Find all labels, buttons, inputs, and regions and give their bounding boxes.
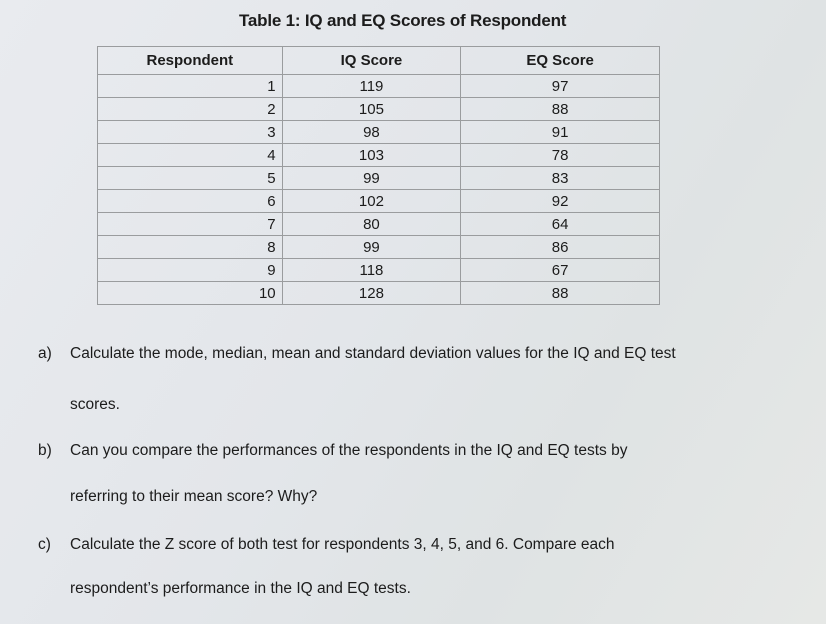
iq-cell: 102 bbox=[282, 190, 461, 213]
iq-cell: 119 bbox=[282, 75, 461, 98]
question-b bbox=[38, 442, 627, 460]
eq-cell: 64 bbox=[461, 213, 660, 236]
respondent-cell: 3 bbox=[98, 121, 283, 144]
table-row bbox=[98, 282, 660, 305]
table-row bbox=[98, 236, 660, 259]
eq-cell: 88 bbox=[461, 98, 660, 121]
header-eq-score: EQ Score bbox=[461, 47, 660, 75]
respondent-cell: 5 bbox=[98, 167, 283, 190]
iq-cell: 80 bbox=[282, 213, 461, 236]
question-c-line2: respondent’s performance in the IQ and EQ tests. bbox=[70, 580, 411, 597]
eq-cell: 86 bbox=[461, 236, 660, 259]
iq-cell: 99 bbox=[282, 236, 461, 259]
header-iq-score: IQ Score bbox=[282, 47, 461, 75]
iq-cell: 99 bbox=[282, 167, 461, 190]
eq-cell: 92 bbox=[461, 190, 660, 213]
iq-cell: 103 bbox=[282, 144, 461, 167]
question-c-line1: Calculate the Z score of both test for respondents 3, 4, 5, and 6. Compare each bbox=[70, 536, 615, 553]
iq-cell: 105 bbox=[282, 98, 461, 121]
table-row bbox=[98, 98, 660, 121]
table-row bbox=[98, 259, 660, 282]
question-a-line2: scores. bbox=[70, 396, 120, 413]
respondent-cell: 10 bbox=[98, 282, 283, 305]
eq-cell: 83 bbox=[461, 167, 660, 190]
question-a-line1: Calculate the mode, median, mean and standard deviation values for the IQ and EQ test bbox=[70, 345, 676, 362]
question-a-letter: a) bbox=[38, 345, 52, 362]
iq-cell: 98 bbox=[282, 121, 461, 144]
respondent-cell: 4 bbox=[98, 144, 283, 167]
eq-cell: 78 bbox=[461, 144, 660, 167]
eq-cell: 97 bbox=[461, 75, 660, 98]
question-c-letter: c) bbox=[38, 536, 51, 553]
question-b-line2: referring to their mean score? Why? bbox=[70, 488, 318, 505]
respondent-cell: 9 bbox=[98, 259, 283, 282]
table-row bbox=[98, 213, 660, 236]
eq-cell: 67 bbox=[461, 259, 660, 282]
iq-cell: 118 bbox=[282, 259, 461, 282]
question-b-line1: Can you compare the performances of the respondents in the IQ and EQ tests by bbox=[70, 442, 628, 459]
header-respondent: Respondent bbox=[98, 47, 283, 75]
table-row bbox=[98, 144, 660, 167]
respondent-cell: 2 bbox=[98, 98, 283, 121]
table-caption: Table 1: IQ and EQ Scores of Respondent bbox=[239, 11, 567, 30]
eq-cell: 91 bbox=[461, 121, 660, 144]
scores-table bbox=[97, 46, 660, 305]
respondent-cell: 7 bbox=[98, 213, 283, 236]
table-header-row bbox=[98, 47, 660, 75]
respondent-cell: 6 bbox=[98, 190, 283, 213]
question-b-letter: b) bbox=[38, 442, 52, 459]
iq-cell: 128 bbox=[282, 282, 461, 305]
question-a bbox=[38, 345, 676, 363]
table-row bbox=[98, 190, 660, 213]
eq-cell: 88 bbox=[461, 282, 660, 305]
respondent-cell: 8 bbox=[98, 236, 283, 259]
table-row bbox=[98, 121, 660, 144]
question-c bbox=[38, 536, 615, 554]
respondent-cell: 1 bbox=[98, 75, 283, 98]
table-row bbox=[98, 167, 660, 190]
table-row bbox=[98, 75, 660, 98]
